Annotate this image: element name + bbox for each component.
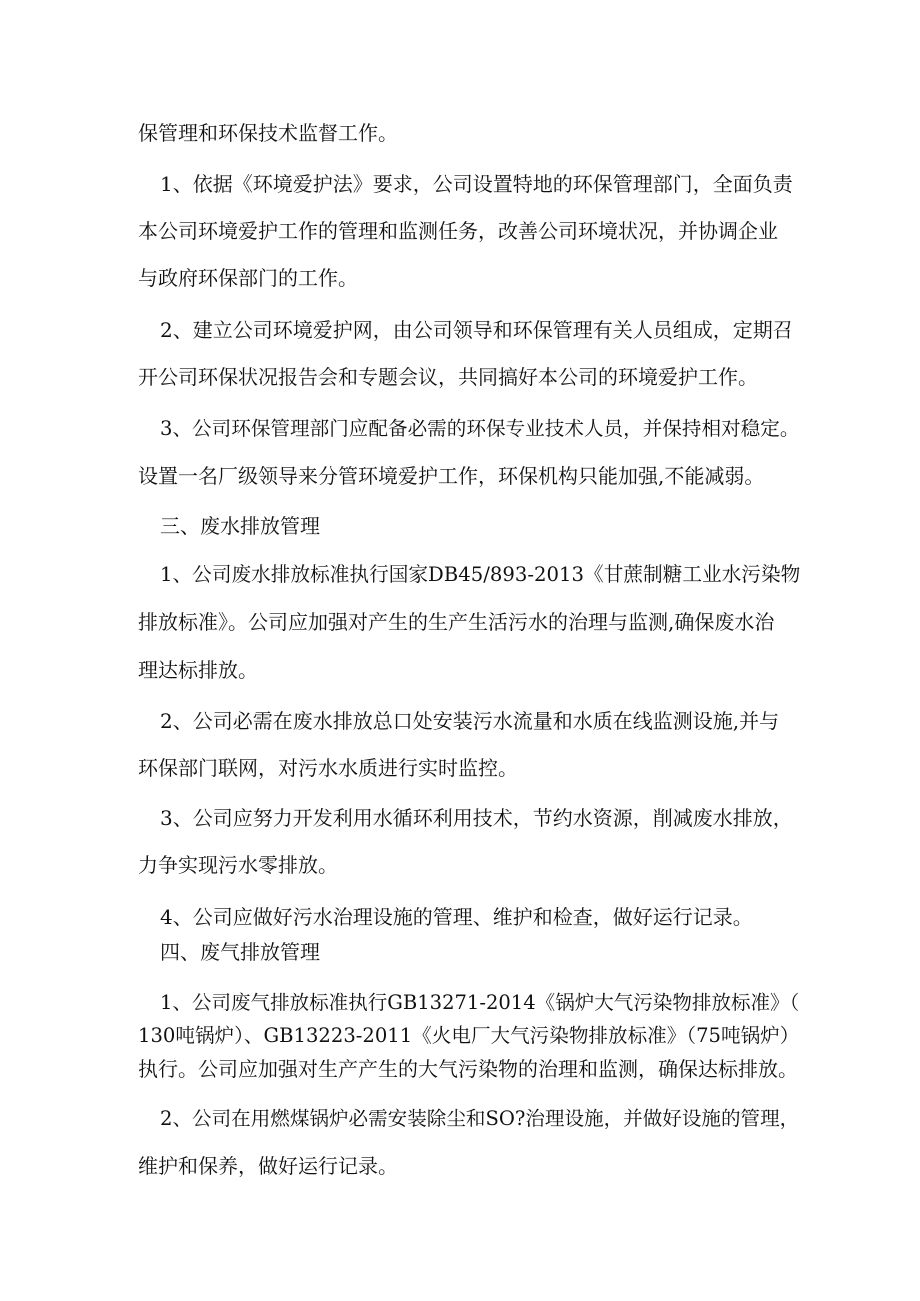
text-line-content: 环保部门联网，对污水水质进行实时监控。 — [138, 756, 518, 780]
text-line-content: 130吨锅炉）、GB13223-2011《火电厂大气污染物排放标准》（75吨锅炉） — [138, 1024, 800, 1047]
section-heading-text: 四、废气排放管理 — [160, 940, 320, 964]
text-line-content: 执行。公司应加强对生产产生的大气污染物的治理和监测，确保达标排放。 — [138, 1057, 798, 1081]
text-line-content: 1、公司废气排放标准执行GB13271-2014《锅炉大气污染物排放标准》（ — [160, 991, 800, 1014]
text-line-content: 1、公司废水排放标准执行国家DB45/893-2013《甘蔗制糖工业水污染物 — [160, 563, 801, 586]
text-line-content: 设置一名厂级领导来分管环境爱护工作，环保机构只能加强,不能减弱。 — [138, 464, 765, 488]
text-line-content: 理达标排放。 — [138, 658, 258, 682]
text-line-content: 开公司环保状况报告会和专题会议，共同搞好本公司的环境爱护工作。 — [138, 365, 758, 389]
text-line-content: 2、建立公司环境爱护网，由公司领导和环保管理有关人员组成，定期召 — [160, 318, 793, 342]
text-line-content: 1、依据《环境爱护法》要求，公司设置特地的环保管理部门，全面负责 — [160, 172, 793, 196]
text-line-content: 保管理和环保技术监督工作。 — [138, 121, 398, 145]
text-line-content: 3、公司应努力开发利用水循环利用技术，节约水资源，削减废水排放， — [160, 806, 793, 830]
text-line-content: 与政府环保部门的工作。 — [138, 266, 358, 290]
text-line-content: 力争实现污水零排放。 — [138, 853, 338, 877]
text-line-content: 2、公司在用燃煤锅炉必需安装除尘和SO?治理设施，并做好设施的管理， — [160, 1107, 800, 1130]
section-heading-text: 三、废水排放管理 — [160, 514, 320, 538]
text-line-content: 排放标准》。公司应加强对产生的生产生活污水的治理与监测,确保废水治 — [138, 610, 775, 634]
text-line-content: 4、公司应做好污水治理设施的管理、维护和检查，做好运行记录。 — [160, 905, 753, 929]
text-line-content: 3、公司环保管理部门应配备必需的环保专业技术人员，并保持相对稳定。 — [160, 417, 800, 440]
text-line-content: 本公司环境爱护工作的管理和监测任务，改善公司环境状况，并协调企业 — [138, 219, 778, 243]
text-line-content: 2、公司必需在废水排放总口处安装污水流量和水质在线监测设施,并与 — [160, 709, 780, 733]
text-line-content: 维护和保养，做好运行记录。 — [138, 1154, 398, 1178]
